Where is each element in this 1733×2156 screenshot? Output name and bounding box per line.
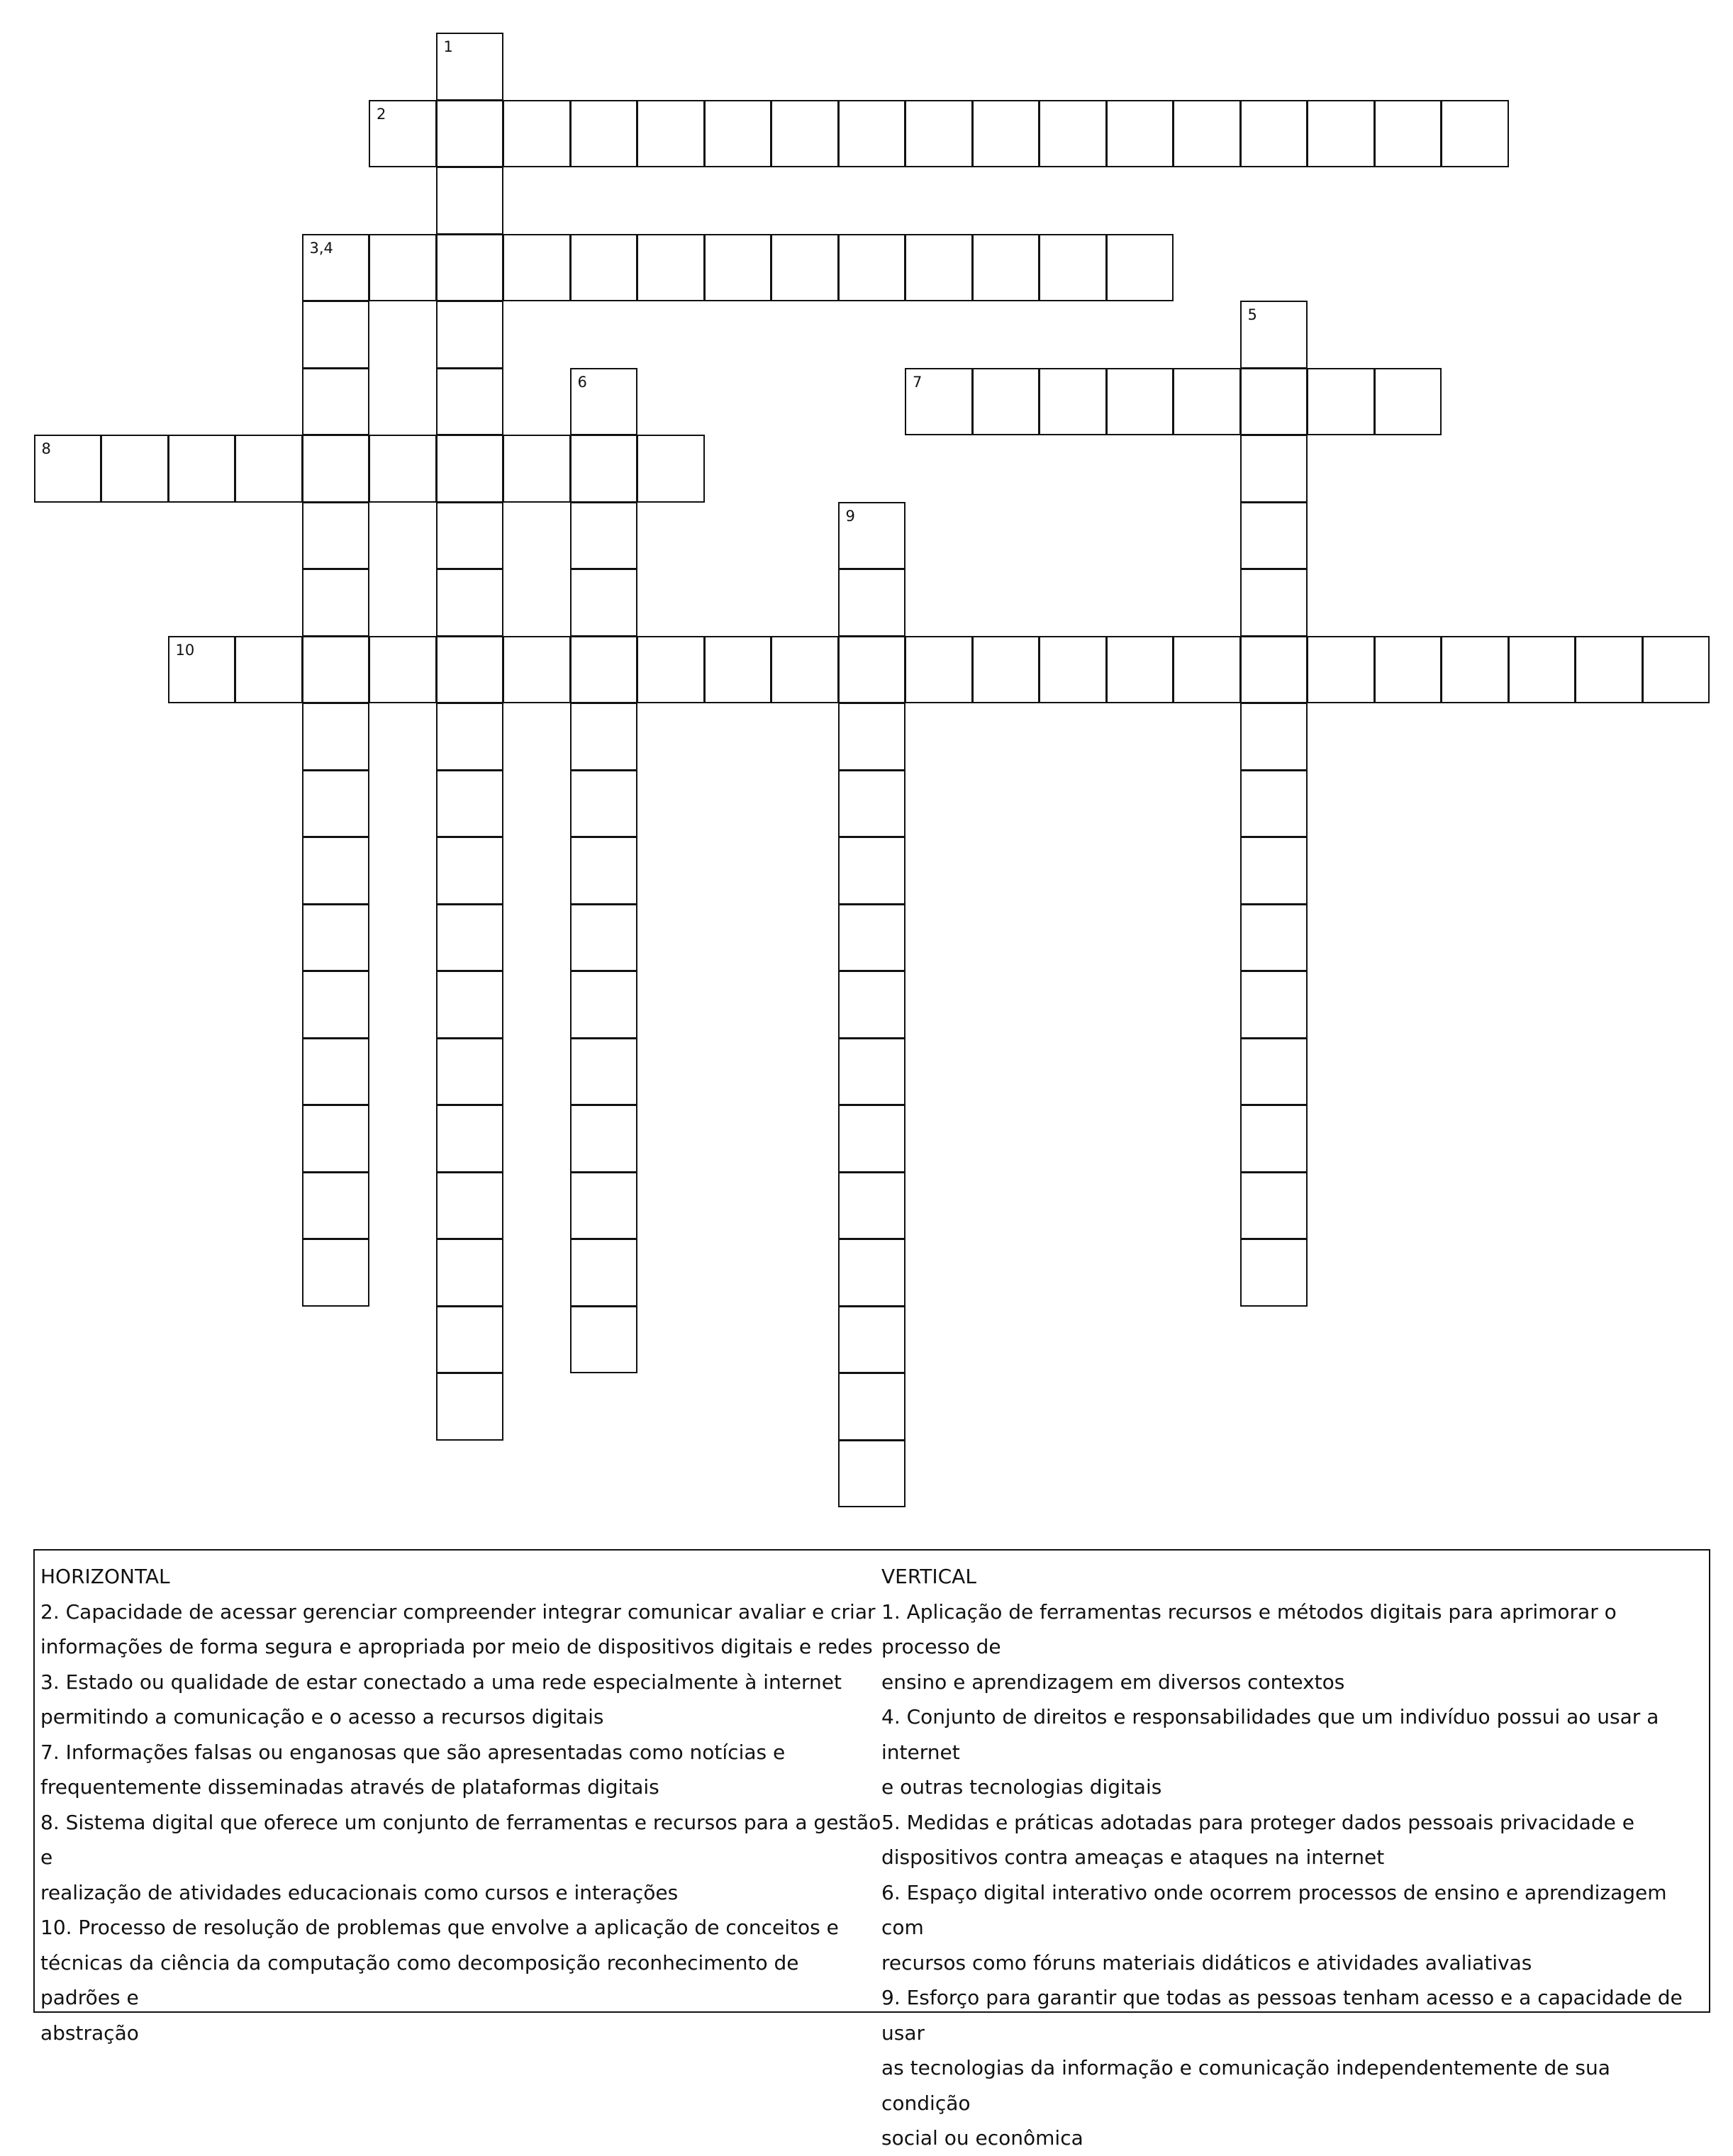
clue-number: 9 (845, 507, 855, 525)
vertical-clue-line: as tecnologias da informação e comunicação independentemente de sua condição (881, 2056, 1610, 2115)
vertical-clue-line: ensino e aprendizagem em diversos contextos (881, 1670, 1345, 1694)
grid-cell[interactable] (1240, 971, 1308, 1039)
grid-cell[interactable] (972, 636, 1040, 704)
grid-cell[interactable] (436, 703, 504, 771)
grid-cell[interactable] (1240, 1239, 1308, 1307)
grid-cell[interactable] (436, 1306, 504, 1374)
grid-cell[interactable] (1240, 100, 1308, 168)
grid-cell[interactable] (302, 234, 370, 302)
horizontal-clue-line: abstração (40, 2021, 139, 2045)
horizontal-title: HORIZONTAL (40, 1565, 170, 1588)
grid-cell[interactable] (1240, 1038, 1308, 1106)
grid-cell[interactable] (168, 636, 236, 704)
grid-cell[interactable] (1508, 636, 1576, 704)
grid-cell[interactable] (637, 636, 705, 704)
clue-number: 3,4 (309, 239, 333, 257)
vertical-clue-line: recursos como fóruns materiais didáticos e atividades avaliativas (881, 1950, 1532, 1975)
grid-cell[interactable] (302, 1038, 370, 1106)
grid-cell[interactable] (838, 1038, 906, 1106)
grid-cell[interactable] (838, 971, 906, 1039)
grid-cell[interactable] (704, 100, 772, 168)
grid-cell[interactable] (436, 33, 504, 101)
vertical-clue-line: dispositivos contra ameaças e ataques na internet (881, 1845, 1385, 1869)
grid-cell[interactable] (436, 301, 504, 369)
grid-cell[interactable] (838, 1306, 906, 1374)
clue-number: 6 (577, 373, 587, 391)
grid-cell[interactable] (1240, 1105, 1308, 1173)
grid-cell[interactable] (1307, 100, 1375, 168)
grid-cell[interactable] (570, 1105, 638, 1173)
vertical-clue-line: 4. Conjunto de direitos e responsabilidades que um indivíduo possui ao usar a internet (881, 1705, 1659, 1764)
grid-cell[interactable] (570, 435, 638, 503)
grid-cell[interactable] (1106, 636, 1174, 704)
grid-cell[interactable] (436, 569, 504, 637)
grid-cell[interactable] (101, 435, 169, 503)
grid-cell[interactable] (1240, 368, 1308, 436)
grid-cell[interactable] (838, 636, 906, 704)
grid-cell[interactable] (570, 1038, 638, 1106)
grid-cell[interactable] (436, 1172, 504, 1240)
grid-cell[interactable] (302, 368, 370, 436)
grid-cell[interactable] (302, 1172, 370, 1240)
grid-cell[interactable] (838, 703, 906, 771)
grid-cell[interactable] (1575, 636, 1643, 704)
grid-cell[interactable] (972, 100, 1040, 168)
grid-cell[interactable] (369, 234, 437, 302)
grid-cell[interactable] (1307, 636, 1375, 704)
grid-cell[interactable] (1374, 368, 1442, 436)
vertical-clue-line: social ou econômica (881, 2126, 1083, 2150)
horizontal-clue-line: informações de forma segura e apropriada por meio de dispositivos digitais e redes (40, 1635, 873, 1658)
vertical-title: VERTICAL (881, 1565, 976, 1588)
grid-cell[interactable] (838, 1239, 906, 1307)
grid-cell[interactable] (302, 904, 370, 972)
grid-cell[interactable] (1039, 100, 1107, 168)
vertical-clue-line: e outras tecnologias digitais (881, 1775, 1162, 1799)
grid-cell[interactable] (436, 1373, 504, 1441)
clue-number: 10 (175, 641, 195, 659)
grid-cell[interactable] (1240, 435, 1308, 503)
grid-cell[interactable] (1039, 234, 1107, 302)
clues-box (33, 1549, 1710, 2150)
grid-cell[interactable] (436, 837, 504, 905)
grid-cell[interactable] (436, 502, 504, 570)
grid-cell[interactable] (771, 100, 839, 168)
grid-cell[interactable] (1240, 837, 1308, 905)
grid-cell[interactable] (1441, 636, 1509, 704)
grid-cell[interactable] (838, 1105, 906, 1173)
grid-cell[interactable] (570, 100, 638, 168)
grid-cell[interactable] (570, 1239, 638, 1307)
horizontal-clue-line: 8. Sistema digital que oferece um conjunto de ferramentas e recursos para a gestão e (40, 1810, 881, 1869)
grid-cell[interactable] (1106, 234, 1174, 302)
grid-cell[interactable] (972, 368, 1040, 436)
grid-cell[interactable] (1240, 301, 1308, 369)
grid-cell[interactable] (168, 435, 236, 503)
grid-cell[interactable] (570, 1306, 638, 1374)
grid-cell[interactable] (302, 1239, 370, 1307)
grid-cell[interactable] (838, 100, 906, 168)
grid-cell[interactable] (1240, 770, 1308, 838)
grid-cell[interactable] (302, 502, 370, 570)
grid-cell[interactable] (1441, 100, 1509, 168)
grid-cell[interactable] (570, 1172, 638, 1240)
grid-cell[interactable] (637, 100, 705, 168)
vertical-clue-line: 6. Espaço digital interativo onde ocorrem processos de ensino e aprendizagem com (881, 1880, 1667, 1939)
grid-cell[interactable] (503, 234, 571, 302)
horizontal-clue-line: realização de atividades educacionais como cursos e interações (40, 1880, 679, 1904)
horizontal-clue-line: frequentemente disseminadas através de plataformas digitais (40, 1775, 659, 1799)
grid-cell[interactable] (1642, 636, 1710, 704)
horizontal-clue-line: 2. Capacidade de acessar gerenciar compreender integrar comunicar avaliar e criar (40, 1599, 876, 1624)
grid-cell[interactable] (1173, 368, 1241, 436)
grid-cell[interactable] (1240, 703, 1308, 771)
grid-cell[interactable] (436, 1105, 504, 1173)
grid-cell[interactable] (1240, 904, 1308, 972)
grid-cell[interactable] (838, 837, 906, 905)
grid-cell[interactable] (235, 636, 303, 704)
vertical-clue-line: 9. Esforço para garantir que todas as pessoas tenham acesso e a capacidade de usar (881, 1986, 1683, 2045)
grid-cell[interactable] (905, 636, 973, 704)
grid-cell[interactable] (570, 770, 638, 838)
grid-cell[interactable] (436, 100, 504, 168)
grid-cell[interactable] (838, 1373, 906, 1441)
grid-cell[interactable] (1106, 368, 1174, 436)
grid-cell[interactable] (1173, 100, 1241, 168)
grid-cell[interactable] (637, 435, 705, 503)
vertical-clue-line: 1. Aplicação de ferramentas recursos e métodos digitais para aprimorar o processo de (881, 1599, 1617, 1658)
grid-cell[interactable] (436, 971, 504, 1039)
grid-cell[interactable] (570, 569, 638, 637)
grid-cell[interactable] (436, 636, 504, 704)
grid-cell[interactable] (302, 1105, 370, 1173)
grid-cell[interactable] (436, 1038, 504, 1106)
clue-number: 5 (1247, 306, 1257, 323)
grid-cell[interactable] (436, 1239, 504, 1307)
grid-cell[interactable] (637, 234, 705, 302)
grid-cell[interactable] (369, 636, 437, 704)
clue-number: 7 (913, 373, 923, 391)
grid-cell[interactable] (905, 368, 973, 436)
grid-cell[interactable] (302, 301, 370, 369)
vertical-clue-line: 5. Medidas e práticas adotadas para proteger dados pessoais privacidade e (881, 1810, 1634, 1834)
grid-cell[interactable] (1374, 100, 1442, 168)
grid-cell[interactable] (1374, 636, 1442, 704)
grid-cell[interactable] (302, 837, 370, 905)
grid-cell[interactable] (302, 435, 370, 503)
grid-cell[interactable] (838, 234, 906, 302)
grid-cell[interactable] (1240, 569, 1308, 637)
grid-cell[interactable] (436, 167, 504, 235)
grid-cell[interactable] (503, 100, 571, 168)
horizontal-clue-line: 10. Processo de resolução de problemas que envolve a aplicação de conceitos e (40, 1916, 839, 1939)
grid-cell[interactable] (570, 837, 638, 905)
grid-cell[interactable] (34, 435, 102, 503)
grid-cell[interactable] (570, 703, 638, 771)
grid-cell[interactable] (302, 703, 370, 771)
grid-cell[interactable] (905, 100, 973, 168)
grid-cell[interactable] (302, 971, 370, 1039)
grid-cell[interactable] (1106, 100, 1174, 168)
grid-cell[interactable] (1240, 1172, 1308, 1240)
grid-cell[interactable] (436, 234, 504, 302)
grid-cell[interactable] (838, 502, 906, 570)
grid-cell[interactable] (838, 1172, 906, 1240)
grid-cell[interactable] (369, 100, 437, 168)
grid-cell[interactable] (838, 1440, 906, 1508)
horizontal-clues (40, 1559, 884, 2050)
grid-cell[interactable] (838, 770, 906, 838)
horizontal-clue-line: 3. Estado ou qualidade de estar conectado a uma rede especialmente à internet (40, 1670, 842, 1694)
grid-cell[interactable] (1240, 502, 1308, 570)
grid-cell[interactable] (1240, 636, 1308, 704)
grid-cell[interactable] (972, 234, 1040, 302)
grid-cell[interactable] (1039, 636, 1107, 704)
grid-cell[interactable] (503, 435, 571, 503)
grid-cell[interactable] (369, 435, 437, 503)
grid-cell[interactable] (1307, 368, 1375, 436)
grid-cell[interactable] (570, 502, 638, 570)
grid-cell[interactable] (704, 636, 772, 704)
grid-cell[interactable] (838, 904, 906, 972)
grid-cell[interactable] (838, 569, 906, 637)
grid-cell[interactable] (436, 770, 504, 838)
grid-cell[interactable] (570, 636, 638, 704)
grid-cell[interactable] (771, 234, 839, 302)
clue-number: 2 (377, 105, 386, 123)
grid-cell[interactable] (436, 904, 504, 972)
grid-cell[interactable] (570, 234, 638, 302)
grid-cell[interactable] (302, 636, 370, 704)
grid-cell[interactable] (436, 368, 504, 436)
grid-cell[interactable] (771, 636, 839, 704)
horizontal-clue-line: permitindo a comunicação e o acesso a recursos digitais (40, 1705, 604, 1728)
vertical-clues (881, 1559, 1704, 2156)
horizontal-clue-line: técnicas da ciência da computação como decomposição reconhecimento de padrões e (40, 1950, 799, 2009)
grid-cell[interactable] (503, 636, 571, 704)
grid-cell[interactable] (1039, 368, 1107, 436)
grid-cell[interactable] (570, 904, 638, 972)
grid-cell[interactable] (436, 435, 504, 503)
grid-cell[interactable] (302, 770, 370, 838)
grid-cell[interactable] (302, 569, 370, 637)
grid-cell[interactable] (235, 435, 303, 503)
horizontal-clue-line: 7. Informações falsas ou enganosas que são apresentadas como notícias e (40, 1740, 786, 1764)
clue-number: 8 (41, 440, 51, 457)
clue-number: 1 (443, 38, 453, 55)
grid-cell[interactable] (570, 368, 638, 436)
grid-cell[interactable] (704, 234, 772, 302)
grid-cell[interactable] (570, 971, 638, 1039)
grid-cell[interactable] (905, 234, 973, 302)
grid-cell[interactable] (1173, 636, 1241, 704)
